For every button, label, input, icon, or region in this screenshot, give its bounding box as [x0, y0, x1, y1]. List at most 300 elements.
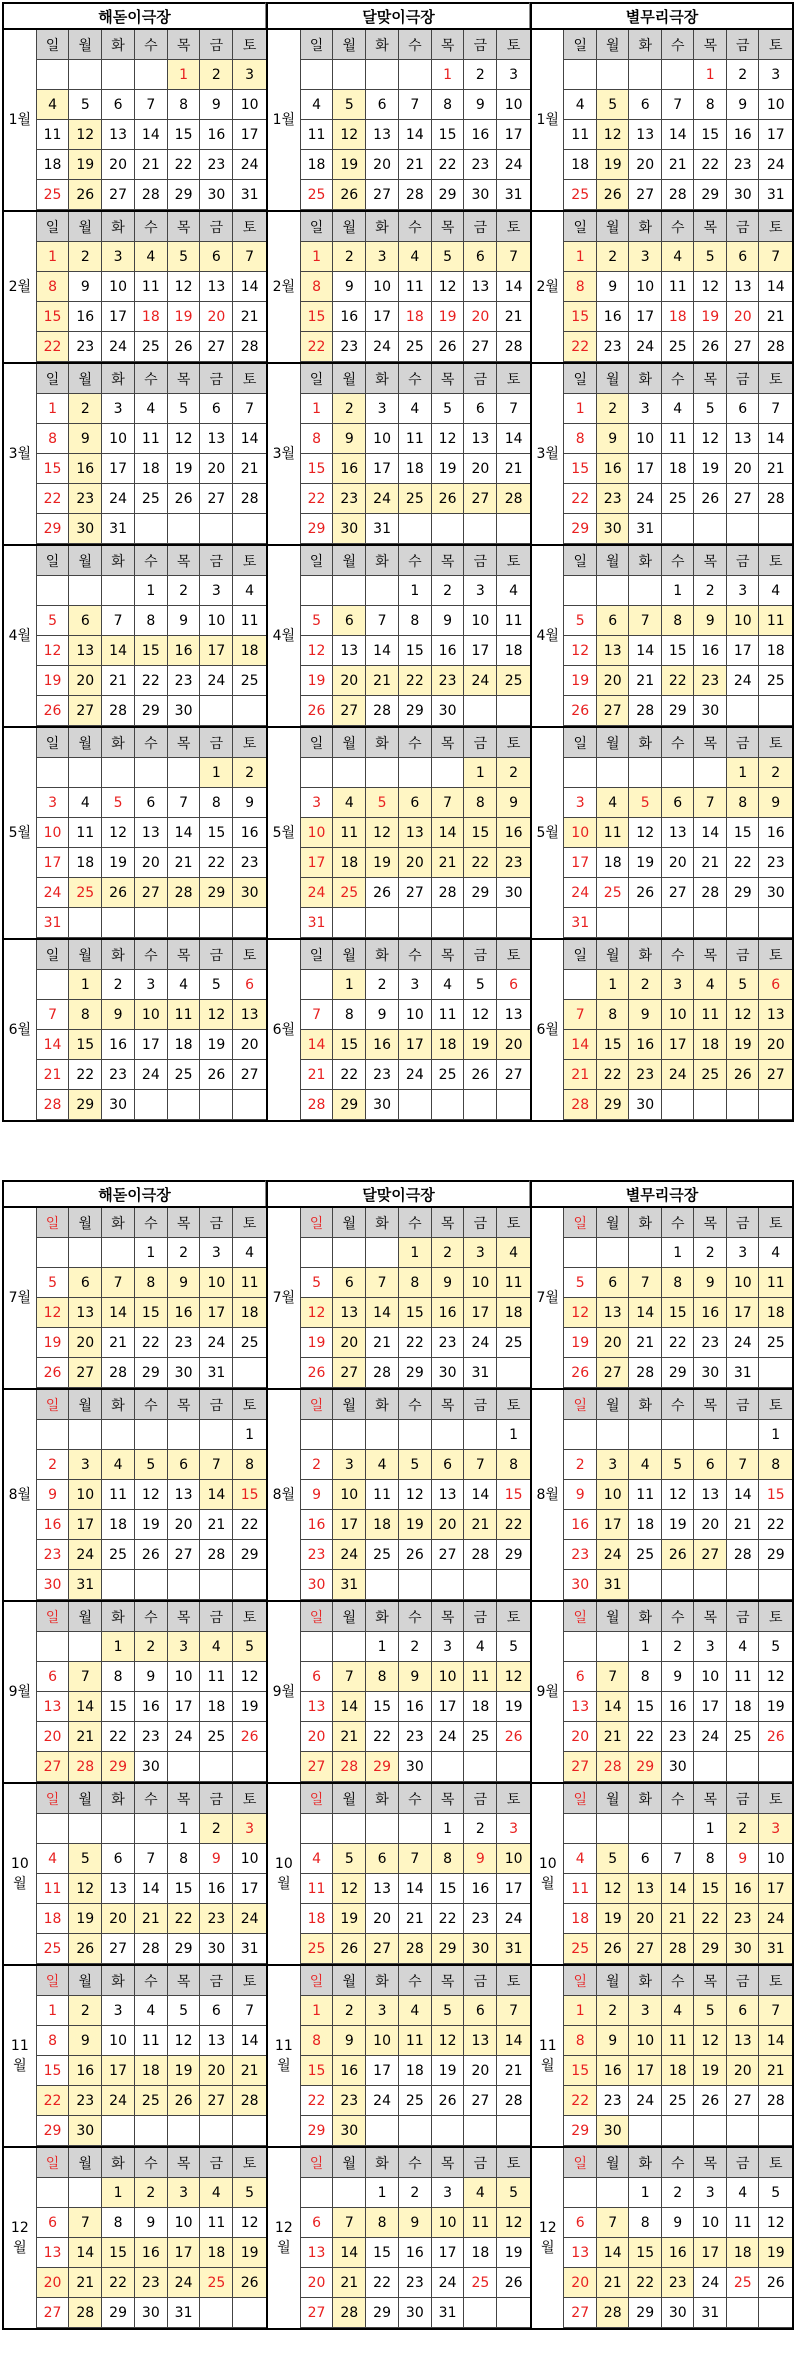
- weekday-header: 일: [564, 30, 597, 60]
- day-cell: 19: [102, 848, 135, 878]
- weekday-header: 토: [233, 364, 266, 394]
- empty-cell: [102, 1420, 135, 1450]
- weekday-header: 토: [497, 364, 530, 394]
- day-cell: 16: [200, 120, 233, 150]
- weekday-header: 월: [69, 30, 102, 60]
- calendar-grid: [563, 546, 792, 726]
- day-cell: 14: [233, 272, 266, 302]
- theater-month-block: [266, 30, 530, 210]
- day-cell: 29: [69, 1090, 102, 1120]
- day-cell: 17: [366, 302, 399, 332]
- day-cell: 3: [464, 576, 497, 606]
- day-cell: 28: [597, 1752, 630, 1782]
- day-cell: 12: [759, 1662, 792, 1692]
- day-cell: 29: [497, 1540, 530, 1570]
- weekday-header: 화: [102, 1208, 135, 1238]
- calendar-grid: [36, 30, 266, 210]
- weekday-header: 금: [727, 940, 760, 970]
- empty-cell: [366, 908, 399, 938]
- day-cell: 26: [69, 1934, 102, 1964]
- day-cell: 3: [694, 2178, 727, 2208]
- day-cell: 16: [694, 1298, 727, 1328]
- day-cell: 17: [69, 1510, 102, 1540]
- day-cell: 22: [629, 1722, 662, 1752]
- empty-cell: [399, 1570, 432, 1600]
- day-cell: 26: [432, 484, 465, 514]
- day-cell: 15: [694, 120, 727, 150]
- day-cell: 4: [135, 242, 168, 272]
- day-cell: 26: [233, 1722, 266, 1752]
- day-cell: 4: [301, 1844, 334, 1874]
- day-cell: 24: [727, 666, 760, 696]
- month-label: 9월: [272, 1684, 296, 1700]
- day-cell: 28: [759, 2086, 792, 2116]
- day-cell: 14: [662, 120, 695, 150]
- day-cell: 13: [464, 424, 497, 454]
- day-cell: 15: [168, 120, 201, 150]
- day-cell: 2: [464, 60, 497, 90]
- day-cell: 9: [69, 424, 102, 454]
- month-row: [2, 210, 794, 362]
- day-cell: 16: [727, 120, 760, 150]
- day-cell: 19: [694, 302, 727, 332]
- day-cell: 3: [366, 242, 399, 272]
- day-cell: 6: [629, 90, 662, 120]
- weekday-header: 일: [564, 940, 597, 970]
- day-cell: 17: [497, 120, 530, 150]
- empty-cell: [135, 1090, 168, 1120]
- day-cell: 23: [333, 2086, 366, 2116]
- day-cell: 22: [759, 1510, 792, 1540]
- empty-cell: [233, 908, 266, 938]
- calendar-grid: [563, 212, 792, 362]
- day-cell: 5: [69, 90, 102, 120]
- day-cell: 20: [564, 2268, 597, 2298]
- empty-cell: [564, 758, 597, 788]
- empty-cell: [464, 1420, 497, 1450]
- day-cell: 20: [597, 666, 630, 696]
- day-cell: 28: [662, 1934, 695, 1964]
- day-cell: 23: [662, 1722, 695, 1752]
- empty-cell: [69, 1420, 102, 1450]
- day-cell: 11: [37, 120, 70, 150]
- calendar-grid: [563, 940, 792, 1120]
- day-cell: 24: [759, 150, 792, 180]
- day-cell: 27: [333, 696, 366, 726]
- day-cell: 20: [727, 2056, 760, 2086]
- empty-cell: [301, 1814, 334, 1844]
- day-cell: 24: [366, 332, 399, 362]
- day-cell: 28: [102, 1358, 135, 1388]
- weekday-header: 금: [464, 1208, 497, 1238]
- day-cell: 2: [168, 1238, 201, 1268]
- empty-cell: [629, 60, 662, 90]
- day-cell: 14: [464, 1480, 497, 1510]
- day-cell: 28: [564, 1090, 597, 1120]
- calendar-grid: [36, 940, 266, 1120]
- weekday-header: 수: [135, 1602, 168, 1632]
- day-cell: 11: [564, 120, 597, 150]
- day-cell: 7: [759, 242, 792, 272]
- month-label: 5월: [272, 825, 296, 841]
- weekday-header: 일: [301, 1602, 334, 1632]
- day-cell: 16: [333, 2056, 366, 2086]
- day-cell: 11: [497, 606, 530, 636]
- day-cell: 8: [301, 2026, 334, 2056]
- day-cell: 24: [102, 2086, 135, 2116]
- month-label: 6월: [272, 1022, 296, 1038]
- day-cell: 8: [135, 1268, 168, 1298]
- day-cell: 7: [366, 1268, 399, 1298]
- day-cell: 18: [759, 1298, 792, 1328]
- day-cell: 22: [727, 848, 760, 878]
- day-cell: 29: [366, 1752, 399, 1782]
- day-cell: 6: [432, 1450, 465, 1480]
- theater-month-block: [266, 728, 530, 938]
- day-cell: 10: [200, 1268, 233, 1298]
- weekday-header: 일: [37, 212, 70, 242]
- day-cell: 15: [564, 454, 597, 484]
- day-cell: 29: [694, 1934, 727, 1964]
- day-cell: 24: [69, 1540, 102, 1570]
- day-cell: 16: [597, 2056, 630, 2086]
- day-cell: 7: [69, 1662, 102, 1692]
- empty-cell: [69, 60, 102, 90]
- day-cell: 30: [69, 514, 102, 544]
- weekday-header: 금: [200, 1966, 233, 1996]
- day-cell: 1: [69, 970, 102, 1000]
- day-cell: 29: [694, 180, 727, 210]
- day-cell: 10: [464, 606, 497, 636]
- empty-cell: [233, 696, 266, 726]
- weekday-header: 월: [333, 1390, 366, 1420]
- weekday-header: 토: [497, 30, 530, 60]
- day-cell: 3: [102, 394, 135, 424]
- calendar-grid: [36, 728, 266, 938]
- empty-cell: [662, 758, 695, 788]
- day-cell: 1: [432, 60, 465, 90]
- day-cell: 6: [662, 788, 695, 818]
- day-cell: 13: [333, 636, 366, 666]
- empty-cell: [727, 1090, 760, 1120]
- weekday-header: 수: [399, 1966, 432, 1996]
- day-cell: 20: [597, 1328, 630, 1358]
- empty-cell: [759, 1090, 792, 1120]
- day-cell: 6: [399, 788, 432, 818]
- day-cell: 5: [333, 1844, 366, 1874]
- day-cell: 29: [102, 2298, 135, 2328]
- day-cell: 28: [432, 878, 465, 908]
- day-cell: 11: [399, 272, 432, 302]
- day-cell: 20: [200, 2056, 233, 2086]
- day-cell: 28: [301, 1090, 334, 1120]
- weekday-header: 월: [597, 940, 630, 970]
- empty-cell: [168, 908, 201, 938]
- theater-month-block: [2, 546, 266, 726]
- day-cell: 8: [168, 1844, 201, 1874]
- day-cell: 3: [168, 1632, 201, 1662]
- weekday-header: 월: [69, 1784, 102, 1814]
- day-cell: 9: [233, 788, 266, 818]
- day-cell: 17: [629, 454, 662, 484]
- day-cell: 15: [301, 454, 334, 484]
- day-cell: 16: [399, 1692, 432, 1722]
- theater-month-block: [266, 1602, 530, 1782]
- calendar-grid: [563, 1602, 792, 1782]
- empty-cell: [497, 696, 530, 726]
- day-cell: 30: [333, 2116, 366, 2146]
- empty-cell: [135, 2116, 168, 2146]
- weekday-header: 금: [727, 30, 760, 60]
- day-cell: 10: [432, 2208, 465, 2238]
- day-cell: 25: [37, 180, 70, 210]
- weekday-header: 화: [102, 30, 135, 60]
- day-cell: 25: [135, 484, 168, 514]
- weekday-header: 수: [662, 212, 695, 242]
- day-cell: 5: [366, 788, 399, 818]
- day-cell: 14: [333, 2238, 366, 2268]
- day-cell: 21: [333, 2268, 366, 2298]
- day-cell: 3: [135, 970, 168, 1000]
- day-cell: 7: [694, 788, 727, 818]
- day-cell: 8: [662, 1268, 695, 1298]
- day-cell: 15: [301, 302, 334, 332]
- day-cell: 25: [662, 2086, 695, 2116]
- empty-cell: [432, 1752, 465, 1782]
- weekday-header: 토: [497, 1390, 530, 1420]
- day-cell: 28: [759, 484, 792, 514]
- day-cell: 26: [564, 696, 597, 726]
- weekday-header: 목: [432, 1390, 465, 1420]
- day-cell: 26: [564, 1358, 597, 1388]
- weekday-header: 금: [464, 546, 497, 576]
- day-cell: 14: [497, 2026, 530, 2056]
- empty-cell: [497, 2116, 530, 2146]
- day-cell: 19: [69, 1904, 102, 1934]
- day-cell: 7: [759, 394, 792, 424]
- weekday-header: 토: [497, 1784, 530, 1814]
- weekday-header: 목: [694, 728, 727, 758]
- day-cell: 15: [135, 1298, 168, 1328]
- day-cell: 9: [135, 1662, 168, 1692]
- day-cell: 29: [168, 1934, 201, 1964]
- day-cell: 2: [497, 758, 530, 788]
- day-cell: 13: [727, 272, 760, 302]
- day-cell: 31: [564, 908, 597, 938]
- day-cell: 4: [399, 242, 432, 272]
- empty-cell: [662, 1420, 695, 1450]
- weekday-header: 금: [200, 1390, 233, 1420]
- day-cell: 22: [662, 1328, 695, 1358]
- day-cell: 20: [727, 302, 760, 332]
- day-cell: 12: [233, 1662, 266, 1692]
- empty-cell: [37, 576, 70, 606]
- day-cell: 7: [629, 1268, 662, 1298]
- day-cell: 7: [135, 90, 168, 120]
- day-cell: 12: [629, 818, 662, 848]
- month-label: 4월: [272, 628, 296, 644]
- theater-month-block: [2, 940, 266, 1120]
- day-cell: 6: [497, 970, 530, 1000]
- month-label: 2월: [272, 279, 296, 295]
- empty-cell: [432, 514, 465, 544]
- day-cell: 10: [399, 1000, 432, 1030]
- weekday-header: 일: [37, 2148, 70, 2178]
- theater-month-block: [2, 212, 266, 362]
- day-cell: 26: [432, 332, 465, 362]
- day-cell: 18: [135, 454, 168, 484]
- day-cell: 14: [759, 272, 792, 302]
- day-cell: 16: [597, 454, 630, 484]
- day-cell: 13: [629, 120, 662, 150]
- day-cell: 3: [102, 242, 135, 272]
- empty-cell: [69, 1814, 102, 1844]
- day-cell: 15: [629, 1692, 662, 1722]
- day-cell: 18: [200, 1692, 233, 1722]
- day-cell: 14: [629, 1298, 662, 1328]
- day-cell: 5: [168, 1996, 201, 2026]
- day-cell: 16: [135, 1692, 168, 1722]
- theater-month-block: [530, 1390, 794, 1600]
- day-cell: 3: [333, 1450, 366, 1480]
- day-cell: 12: [200, 1000, 233, 1030]
- empty-cell: [333, 1814, 366, 1844]
- day-cell: 2: [233, 758, 266, 788]
- day-cell: 9: [69, 2026, 102, 2056]
- empty-cell: [432, 2116, 465, 2146]
- month-label: 12월: [274, 2220, 293, 2256]
- day-cell: 2: [694, 576, 727, 606]
- empty-cell: [497, 1090, 530, 1120]
- day-cell: 30: [37, 1570, 70, 1600]
- day-cell: 4: [564, 1844, 597, 1874]
- day-cell: 17: [102, 2056, 135, 2086]
- day-cell: 29: [37, 2116, 70, 2146]
- empty-cell: [464, 1090, 497, 1120]
- day-cell: 26: [366, 878, 399, 908]
- weekday-header: 화: [366, 1602, 399, 1632]
- day-cell: 27: [102, 1934, 135, 1964]
- day-cell: 13: [200, 424, 233, 454]
- weekday-header: 목: [694, 546, 727, 576]
- day-cell: 28: [727, 1540, 760, 1570]
- calendar-grid: [36, 1966, 266, 2146]
- day-cell: 9: [432, 606, 465, 636]
- day-cell: 17: [759, 1874, 792, 1904]
- theater-month-block: [530, 1602, 794, 1782]
- day-cell: 15: [597, 1030, 630, 1060]
- day-cell: 28: [597, 2298, 630, 2328]
- day-cell: 3: [366, 394, 399, 424]
- weekday-header: 화: [366, 1966, 399, 1996]
- day-cell: 29: [432, 180, 465, 210]
- day-cell: 3: [200, 1238, 233, 1268]
- day-cell: 11: [497, 1268, 530, 1298]
- empty-cell: [694, 1570, 727, 1600]
- theater-month-block: [266, 1208, 530, 1388]
- day-cell: 14: [168, 818, 201, 848]
- month-label: 10월: [10, 1856, 29, 1892]
- day-cell: 18: [301, 1904, 334, 1934]
- day-cell: 15: [37, 2056, 70, 2086]
- day-cell: 28: [497, 332, 530, 362]
- day-cell: 11: [464, 2208, 497, 2238]
- day-cell: 12: [497, 1662, 530, 1692]
- empty-cell: [333, 1632, 366, 1662]
- day-cell: 1: [301, 394, 334, 424]
- day-cell: 8: [37, 2026, 70, 2056]
- day-cell: 12: [432, 2026, 465, 2056]
- day-cell: 8: [629, 2208, 662, 2238]
- weekday-header: 목: [168, 1208, 201, 1238]
- day-cell: 21: [233, 2056, 266, 2086]
- calendar-grid: [300, 1966, 530, 2146]
- day-cell: 18: [727, 1692, 760, 1722]
- day-cell: 9: [597, 272, 630, 302]
- calendar-grid: [563, 30, 792, 210]
- weekday-header: 토: [497, 1208, 530, 1238]
- day-cell: 22: [366, 2268, 399, 2298]
- weekday-header: 토: [759, 728, 792, 758]
- day-cell: 1: [564, 242, 597, 272]
- day-cell: 11: [597, 818, 630, 848]
- day-cell: 21: [366, 666, 399, 696]
- day-cell: 20: [629, 1904, 662, 1934]
- month-row: [2, 2146, 794, 2330]
- day-cell: 3: [727, 576, 760, 606]
- day-cell: 29: [564, 2116, 597, 2146]
- day-cell: 14: [399, 1874, 432, 1904]
- weekday-header: 일: [564, 364, 597, 394]
- day-cell: 18: [432, 1030, 465, 1060]
- day-cell: 6: [102, 1844, 135, 1874]
- empty-cell: [69, 1632, 102, 1662]
- day-cell: 7: [233, 242, 266, 272]
- day-cell: 19: [759, 2238, 792, 2268]
- day-cell: 6: [301, 1662, 334, 1692]
- empty-cell: [366, 758, 399, 788]
- weekday-header: 토: [759, 2148, 792, 2178]
- day-cell: 6: [564, 1662, 597, 1692]
- calendar-grid: [36, 1208, 266, 1388]
- day-cell: 19: [37, 1328, 70, 1358]
- day-cell: 24: [168, 2268, 201, 2298]
- day-cell: 21: [759, 454, 792, 484]
- day-cell: 1: [597, 970, 630, 1000]
- day-cell: 7: [399, 1844, 432, 1874]
- day-cell: 18: [662, 2056, 695, 2086]
- day-cell: 7: [233, 1996, 266, 2026]
- day-cell: 13: [69, 636, 102, 666]
- empty-cell: [233, 2298, 266, 2328]
- day-cell: 27: [629, 1934, 662, 1964]
- day-cell: 26: [135, 1540, 168, 1570]
- theater-month-block: [530, 212, 794, 362]
- weekday-header: 목: [694, 1390, 727, 1420]
- weekday-header: 금: [727, 212, 760, 242]
- month-label: 11월: [538, 2038, 557, 2074]
- weekday-header: 화: [629, 1208, 662, 1238]
- day-cell: 10: [497, 90, 530, 120]
- day-cell: 31: [694, 2298, 727, 2328]
- day-cell: 4: [333, 788, 366, 818]
- day-cell: 18: [759, 636, 792, 666]
- day-cell: 2: [333, 242, 366, 272]
- day-cell: 16: [727, 1874, 760, 1904]
- day-cell: 1: [662, 576, 695, 606]
- calendar-grid: [300, 728, 530, 938]
- day-cell: 11: [662, 424, 695, 454]
